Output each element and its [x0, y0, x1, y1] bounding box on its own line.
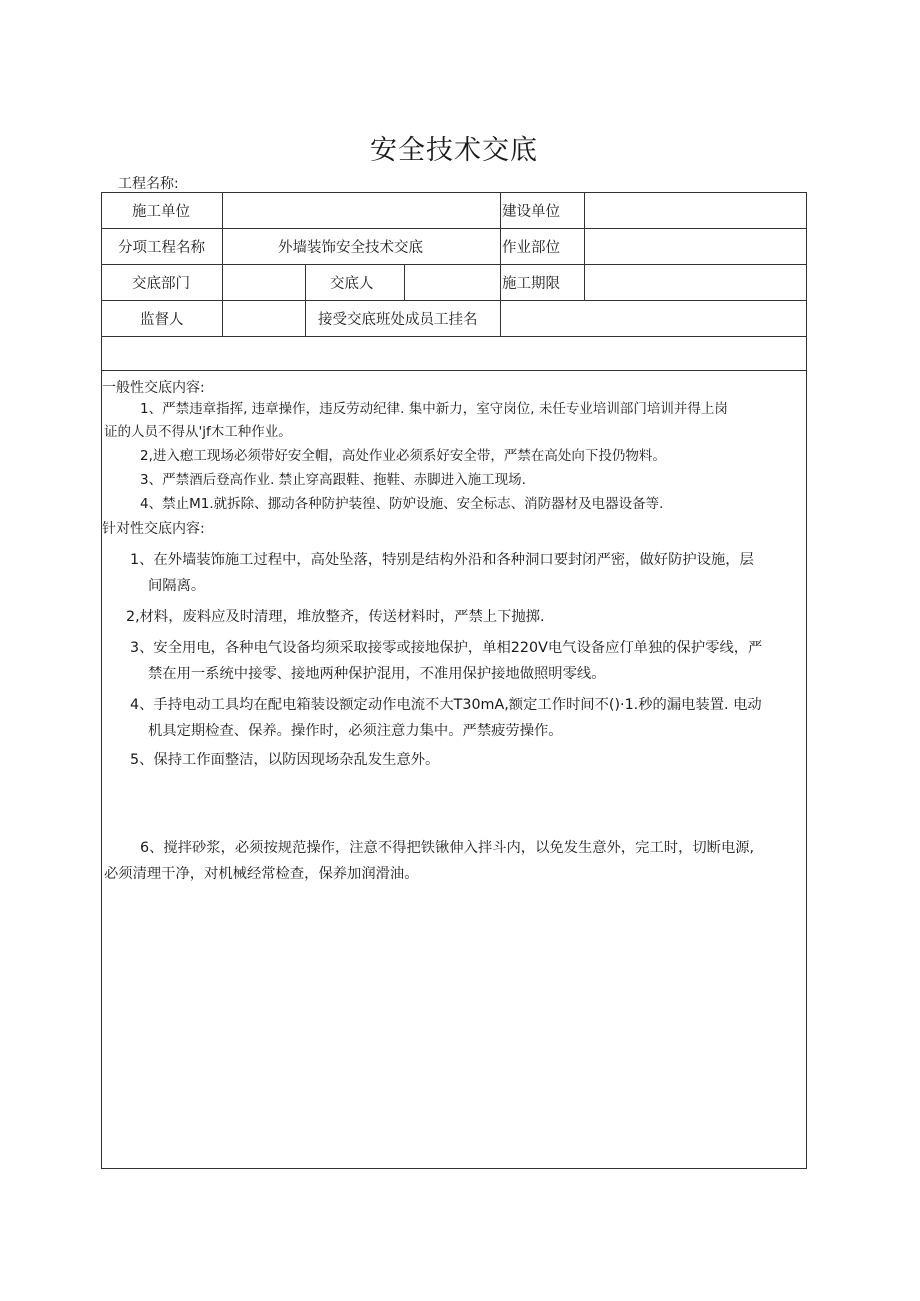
row-divider: [102, 370, 806, 371]
work-location-label: 作业部位: [502, 240, 560, 256]
general-item: 3、严禁酒后登高作业. 禁止穿高跟鞋、拖鞋、赤脚进入施工现场.: [140, 472, 526, 488]
col-divider: [222, 193, 223, 336]
specific-item: 2,材料，废料应及时清理，堆放整齐，传送材料时，严禁上下抛掷.: [126, 609, 545, 625]
briefing-dept-label: 交底部门: [132, 276, 190, 292]
col-divider: [584, 193, 585, 300]
signatures-label: 接受交底班处成员工挂名: [318, 312, 478, 328]
specific-item: 间隔离。: [148, 578, 206, 594]
supervisor-label: 监督人: [140, 312, 184, 328]
work-location-value[interactable]: [592, 238, 797, 258]
sub-project-label: 分项工程名称: [118, 240, 205, 256]
specific-heading: 针对性交底内容:: [102, 521, 205, 537]
owner-unit-label: 建设单位: [502, 204, 560, 220]
specific-item: 机具定期检查、保养。操作时，必须注意力集中。严禁疲劳操作。: [148, 723, 563, 739]
specific-item-6: 必须清理干净，对机械经常检查，保养加润滑油。: [104, 866, 419, 882]
construction-unit-label: 施工单位: [132, 204, 190, 220]
col-divider: [305, 264, 306, 336]
specific-item: 禁在用一系统中接零、接地两种保护混用，不准用保护接地做照明零线。: [148, 666, 606, 682]
row-divider: [102, 300, 806, 301]
sub-project-value[interactable]: 外墙装饰安全技术交底: [278, 240, 423, 256]
owner-unit-value[interactable]: [592, 202, 797, 222]
col-divider: [404, 264, 405, 300]
row-divider: [102, 264, 806, 265]
general-heading: 一般性交底内容:: [102, 380, 205, 396]
briefing-form: [101, 192, 807, 1169]
specific-item: 5、保持工作面整洁，以防因现场杂乱发生意外。: [130, 752, 440, 768]
general-item: 2,进入瘛工现场必须带好安全帽，高处作业必须系好安全带，严禁在高处向下投仍物料。: [140, 448, 666, 464]
col-divider: [500, 193, 501, 300]
row-divider: [102, 228, 806, 229]
briefer-label: 交底人: [330, 276, 374, 292]
specific-item: 3、安全用电，各种电气设备均须采取接零或接地保护，单相220V电气设备应仃单独的保护零线，严: [130, 640, 763, 656]
specific-item-6: 6、搅拌砂浆，必须按规范操作，注意不得把铁锹伸入拌斗内，以免发生意外，完工时，切断电源,: [140, 840, 755, 856]
row-divider: [102, 336, 806, 337]
page-title: 安全技术交底: [370, 135, 538, 166]
specific-item: 1、在外墙装饰施工过程中，高处坠落，特别是结构外沿和各种洞口要封闭严密，做好防护设施，层: [130, 552, 754, 568]
project-name-label: 工程名称:: [118, 176, 179, 192]
period-label: 施工期限: [502, 276, 560, 292]
specific-item: 4、手持电动工具均在配电箱装设额定动作电流不大T30mA,额定工作时间不()·1.秒的漏电装置. 电动: [130, 697, 762, 713]
construction-unit-value[interactable]: [232, 202, 492, 222]
general-item: 证的人员不得从'jf木工种作业。: [104, 424, 292, 440]
col-divider: [500, 300, 501, 336]
general-item: 1、严禁违章指挥, 违章操作，违反劳动纪律. 集中新力，室守岗位, 未任专业培训部门培训并得上岗: [140, 401, 728, 417]
general-item: 4、禁止M1.就拆除、挪动各种防护装徨、防妒设施、安全标志、消防器材及电器设备等.: [140, 496, 664, 512]
